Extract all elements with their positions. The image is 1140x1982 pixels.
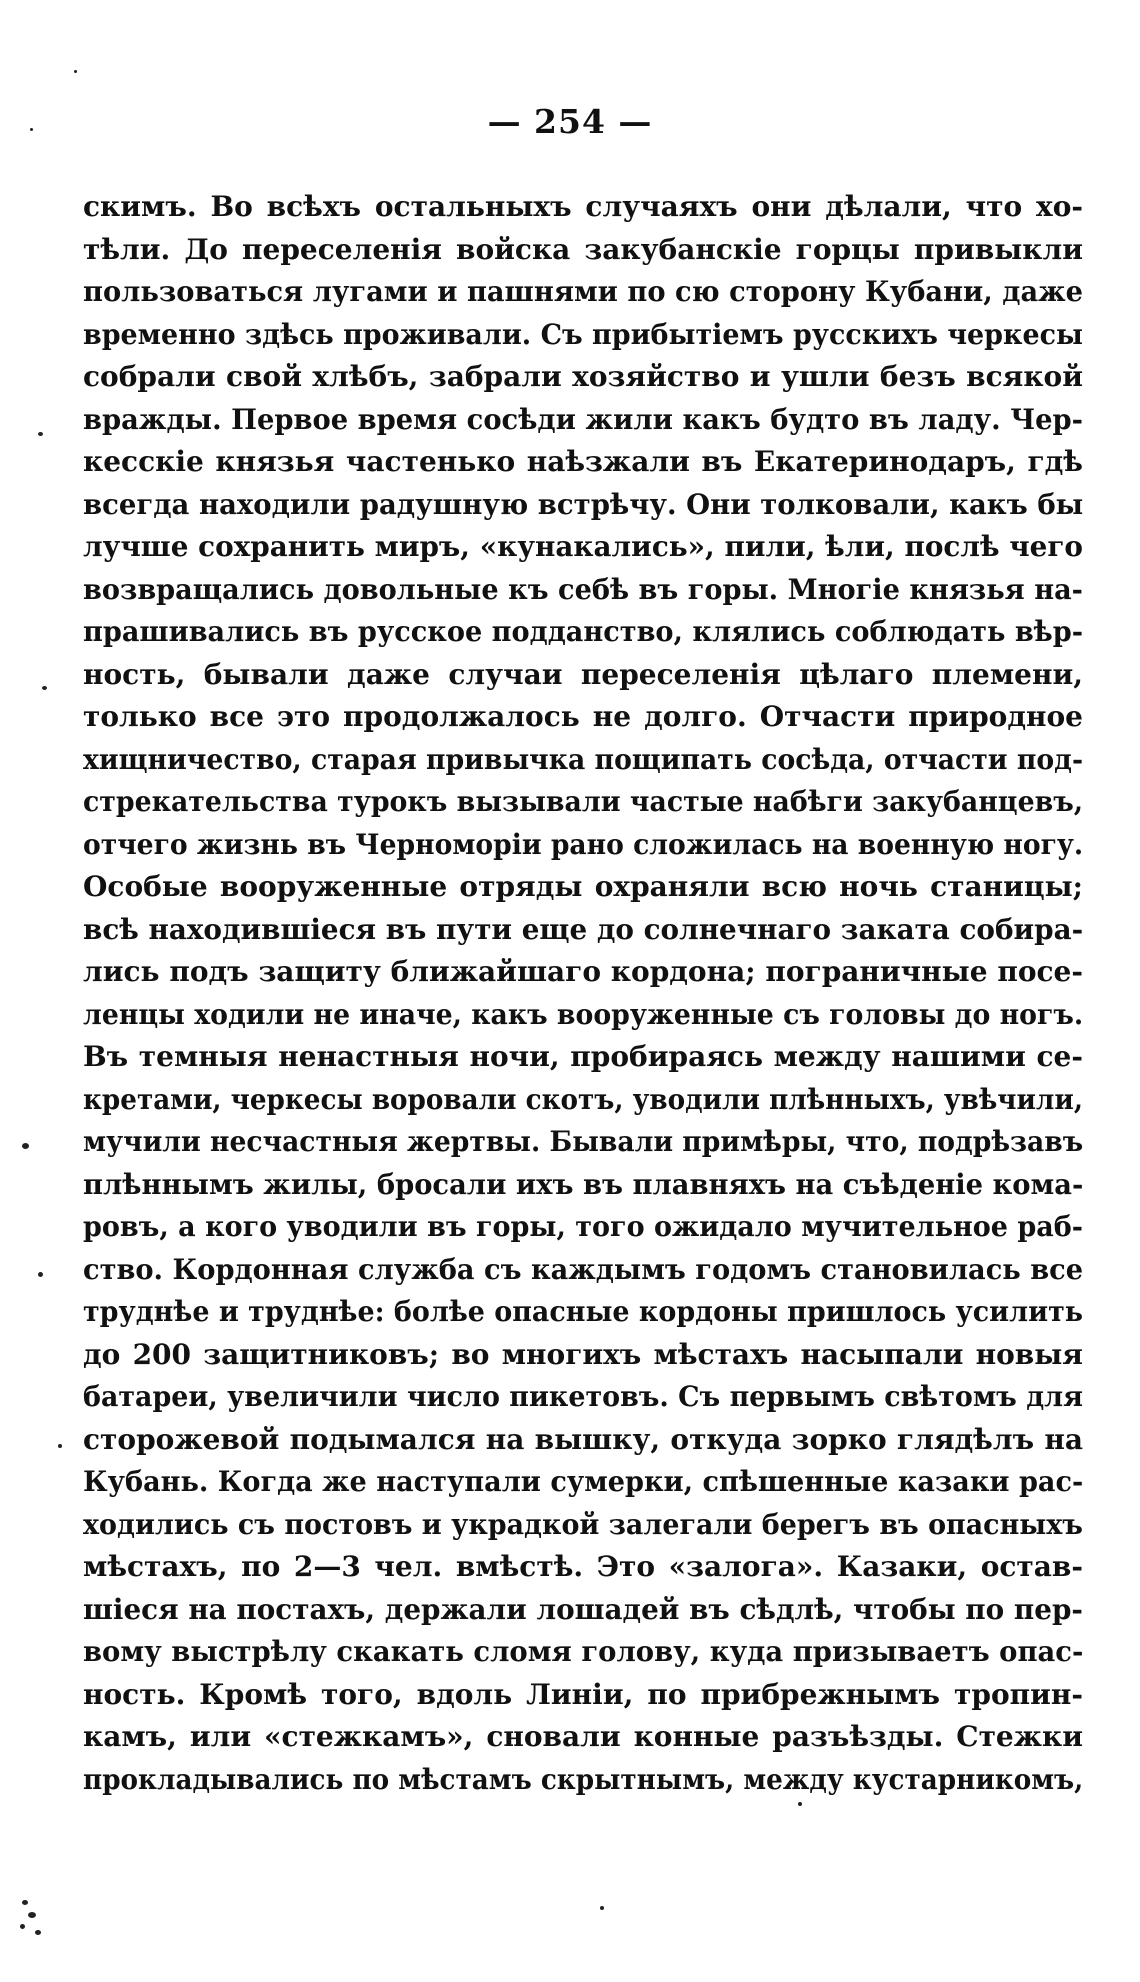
text-line: ство. Кордонная служба съ каждымъ годомъ становилась все — [83, 1252, 1084, 1286]
page-number: — 254 — — [487, 102, 653, 141]
text-line: до 200 защитниковъ; во многихъ мѣстахъ насыпали новыя — [83, 1337, 1083, 1371]
text-line: сторожевой подымался на вышку, откуда зорко глядѣлъ на — [83, 1422, 1083, 1456]
scan-speck — [35, 1930, 41, 1935]
scan-speck — [600, 1906, 604, 1910]
text-line: хищничество, старая привычка пощипать сосѣда, отчасти под- — [83, 742, 1084, 776]
text-line: плѣннымъ жилы, бросали ихъ въ плавняхъ на съѣденіе кома- — [83, 1167, 1084, 1201]
text-line: ходились съ постовъ и украдкой залегали берегъ въ опасныхъ — [83, 1507, 1083, 1541]
text-line: тѣли. До переселенія войска закубанскіе горцы привыкли — [83, 232, 1083, 266]
scan-speck — [20, 1924, 25, 1929]
text-line: возвращались довольные къ себѣ въ горы. Многіе князья на- — [83, 572, 1083, 606]
scan-speck — [42, 686, 47, 690]
scan-speck — [798, 1802, 802, 1806]
text-line: отчего жизнь въ Черноморіи рано сложилась на военную ногу. — [83, 827, 1084, 861]
text-line: Въ темныя ненастныя ночи, пробираясь между нашими се- — [83, 1040, 1083, 1073]
scan-speck — [74, 70, 77, 73]
scan-speck — [30, 128, 33, 131]
text-line: ленцы ходили не иначе, какъ вооруженные съ головы до ногъ. — [83, 997, 1084, 1031]
scan-speck — [38, 432, 43, 436]
text-line: мучили несчастныя жертвы. Бывали примѣры, что, подрѣзавъ — [83, 1125, 1084, 1158]
text-line: временно здѣсь проживали. Съ прибытіемъ русскихъ черкесы — [83, 317, 1083, 351]
scan-speck — [38, 1272, 43, 1277]
scan-speck — [58, 1444, 62, 1448]
scan-speck — [22, 1900, 28, 1905]
text-line: батареи, увеличили число пикетовъ. Съ первымъ свѣтомъ для — [83, 1380, 1083, 1413]
text-line: стрекательства турокъ вызывали частые набѣги закубанцевъ, — [83, 785, 1084, 818]
text-line: прашивались въ русское подданство, клялись соблюдать вѣр- — [83, 615, 1084, 648]
scan-speck — [22, 1143, 29, 1149]
text-line: кретами, черкесы воровали скотъ, уводили плѣнныхъ, увѣчили, — [83, 1082, 1083, 1116]
text-line: лись подъ защиту ближайшаго кордона; пограничные посе- — [83, 955, 1083, 988]
text-line: кесскіе князья частенько наѣзжали въ Екатеринодаръ, гдѣ — [83, 445, 1083, 478]
scan-speck — [28, 1912, 36, 1918]
text-line: ровъ, а кого уводили въ горы, того ожидало мучительное раб- — [83, 1210, 1083, 1243]
text-line: ность. Кромѣ того, вдоль Линіи, по прибрежнымъ тропин- — [83, 1677, 1083, 1711]
text-line: камъ, или «стежкамъ», сновали конные разъѣзды. Стежки — [83, 1720, 1083, 1753]
text-line: труднѣе и труднѣе: болѣе опасные кордоны пришлось усилить — [83, 1295, 1084, 1328]
text-line: Кубань. Когда же наступали сумерки, спѣшенные казаки рас- — [83, 1465, 1084, 1498]
text-line: вражды. Первое время сосѣди жили какъ будто въ ладу. Чер- — [83, 402, 1084, 436]
text-line: пользоваться лугами и пашнями по сю сторону Кубани, даже — [83, 275, 1083, 308]
body-text — [83, 186, 1083, 1801]
text-line: Особые вооруженные отряды охраняли всю ночь станицы; — [83, 870, 1083, 903]
text-line: прокладывались по мѣстамъ скрытнымъ, между кустарникомъ, — [83, 1762, 1084, 1796]
text-line: шіеся на постахъ, держали лошадей въ сѣдлѣ, чтобы по пер- — [83, 1592, 1083, 1626]
text-line: всегда находили радушную встрѣчу. Они толковали, какъ бы — [83, 487, 1084, 521]
text-line: ность, бывали даже случаи переселенія цѣлаго племени, — [83, 657, 1083, 691]
text-line: всѣ находившіеся въ пути еще до солнечнаго заката собира- — [83, 912, 1084, 946]
text-line: только все это продолжалось не долго. Отчасти природное — [83, 700, 1083, 733]
text-line: вому выстрѣлу скакать сломя голову, куда призываетъ опас- — [83, 1635, 1084, 1668]
text-line: мѣстахъ, по 2—3 чел. вмѣстѣ. Это «залога». Казаки, остав- — [83, 1550, 1083, 1583]
text-line: лучше сохранить миръ, «кунакались», пили, ѣли, послѣ чего — [83, 530, 1083, 563]
text-line: скимъ. Во всѣхъ остальныхъ случаяхъ они дѣлали, что хо- — [83, 190, 1083, 223]
text-line: собрали свой хлѣбъ, забрали хозяйство и ушли безъ всякой — [83, 360, 1083, 393]
